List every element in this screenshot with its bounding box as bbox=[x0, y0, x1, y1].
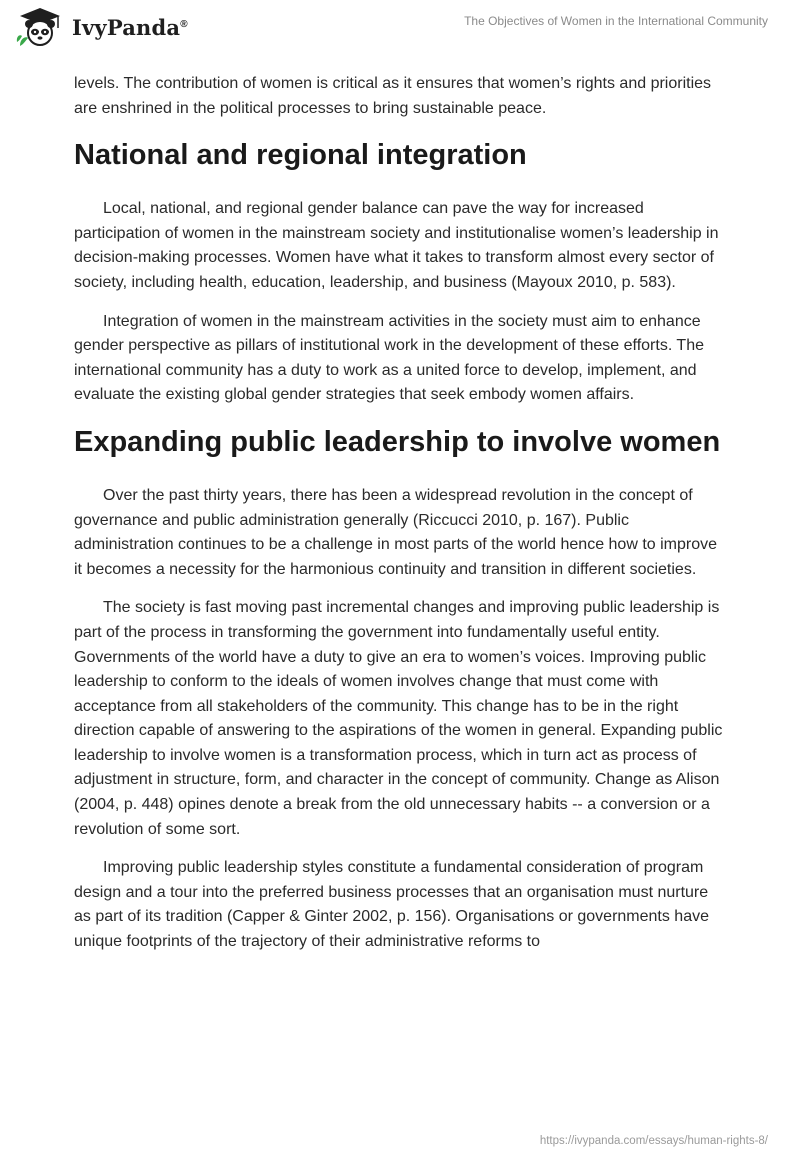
paragraph: levels. The contribution of women is critical as it ensures that women’s rights and priorities are enshrined in the political processes to bring sustainable peace. bbox=[74, 75, 712, 117]
panda-logo-icon bbox=[14, 6, 66, 48]
brand-name: IvyPanda® bbox=[72, 14, 188, 40]
paragraph: Over the past thirty years, there has been a widespread revolution in the concept of governance and public administration generally (Riccucci 2010, p. 167). Public administration continues to be a challenge in most parts of the world hence how to improve it becomes a necessity for the harmonious continuity and transition in different societies. bbox=[74, 486, 718, 578]
source-url-link[interactable]: https://ivypanda.com/essays/human-rights-8/ bbox=[539, 1135, 768, 1147]
page-header bbox=[0, 0, 800, 70]
section-heading: Expanding public leadership to involve women bbox=[74, 425, 721, 458]
essay-content bbox=[74, 72, 726, 969]
paragraph: Integration of women in the mainstream activities in the society must aim to enhance gender perspective as pillars of institutional work in the development of these efforts. The international community has a duty to work as a united force to develop, implement, and evaluate the existing global gender strategies that seek embody women affairs. bbox=[74, 312, 704, 404]
paragraph: Improving public leadership styles constitute a fundamental consideration of program design and a tour into the preferred business processes that an organisation must nurture as part of its tradition (Capper & Ginter 2002, p. 156). Organisations or governments have unique footprints of the trajectory of their administrative reforms to bbox=[74, 859, 709, 951]
section-heading: National and regional integration bbox=[74, 139, 527, 172]
paragraph: Local, national, and regional gender balance can pave the way for increased participation of women in the mainstream society and institutionalise women’s leadership in decision-making processes. Women have what it takes to transform almost every sector of society, including health, education, leadership, and business (Mayoux 2010, p. 583). bbox=[74, 200, 719, 291]
document-title: The Objectives of Women in the International Community bbox=[464, 14, 768, 28]
logo[interactable] bbox=[14, 6, 188, 48]
paragraph: The society is fast moving past incremental changes and improving public leadership is part of the process in transforming the government into fundamentally useful entity. Governments of the world have a duty to give an era to women’s voices. Improving public leadership to conform to the ideals of women involves change that must come with acceptance from all stakeholders of the community. This change has to be in the right direction capable of answering to the aspirations of the women in general. Expanding public leadership to involve women is a transformation process, which in turn act as process of adjustment in structure, form, and character in the concept of community. Change as Alison (2004, p. 448) opines denote a break from the old unnecessary habits -- a conversion or a revolution of some sort. bbox=[74, 599, 723, 838]
